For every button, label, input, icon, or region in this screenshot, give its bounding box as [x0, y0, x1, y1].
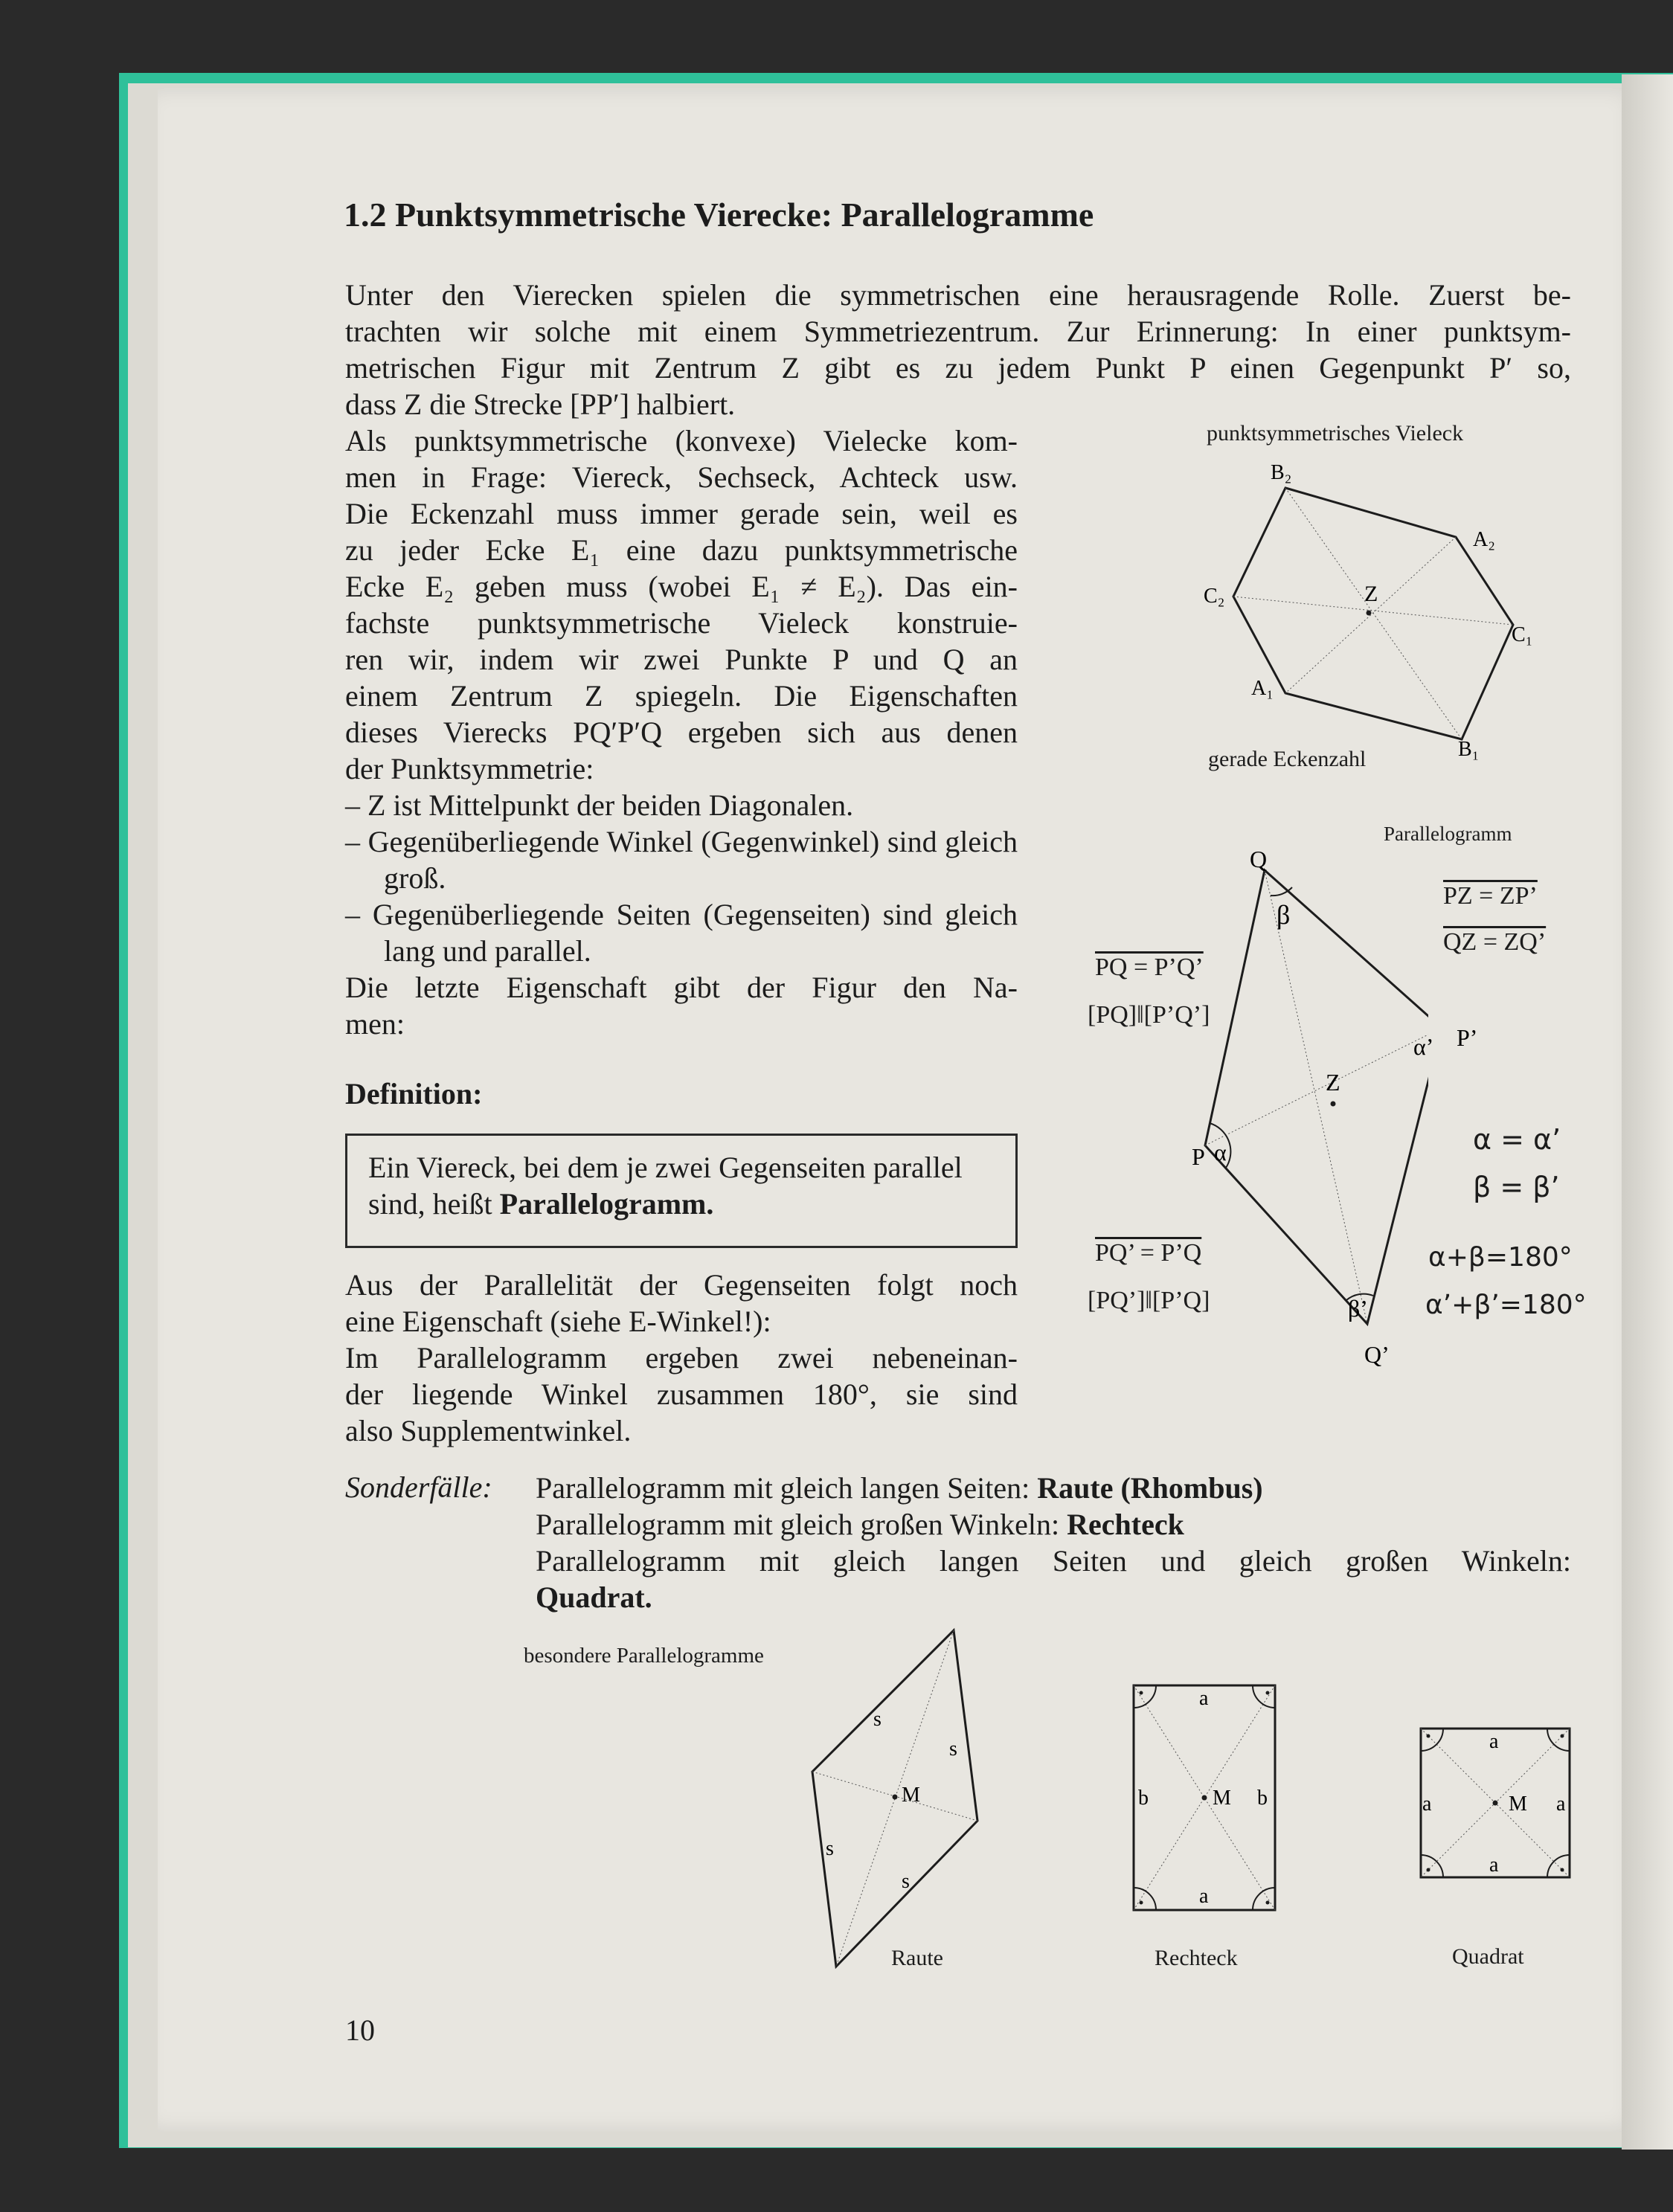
text-line: einem Zentrum Z spiegeln. Die Eigenschaften [345, 679, 1018, 713]
center-label: Z [1326, 1069, 1340, 1096]
vertex-label: B₁ [1458, 738, 1480, 761]
parallelogram-title: Parallelogramm [1384, 823, 1512, 845]
side-label: s [902, 1870, 910, 1893]
parallelogram-right-labels [1413, 1012, 1495, 1071]
definition-box [345, 1134, 1018, 1248]
center-point [1367, 611, 1372, 616]
angle-label: β’ [1348, 1295, 1368, 1322]
text-line: Unter den Vierecken spielen die symmetrischen eine herausragende Rolle. Zuerst be- [345, 278, 1571, 312]
center-point [1202, 1795, 1207, 1801]
side-label: s [949, 1737, 957, 1761]
side-label: a [1556, 1793, 1566, 1816]
special-case-term: Raute (Rhombus) [1037, 1471, 1263, 1505]
text-line: Als punktsymmetrische (konvexe) Vielecke kom- [345, 424, 1018, 457]
equation: [PQ]‖[P’Q’] [1088, 1001, 1210, 1029]
parallelogram-outline [1205, 870, 1428, 1324]
text-line: Ecke E₂ geben muss (wobei E₁ ≠ E₂). Das ein- [345, 570, 1018, 603]
side-label: s [826, 1837, 834, 1860]
special-case-term: Rechteck [1067, 1508, 1184, 1541]
rectangle-figure [1131, 1682, 1279, 1913]
center-label: Z [1364, 582, 1378, 606]
vertex-label: B₂ [1271, 461, 1292, 484]
rechteck-caption: Rechteck [1155, 1946, 1238, 1970]
side-label: a [1199, 1885, 1209, 1908]
text-line: der Punktsymmetrie: [345, 752, 594, 785]
angle-label: β [1277, 900, 1291, 930]
special-case-raute [536, 1470, 1571, 1506]
text-line: der liegende Winkel zusammen 180°, sie sind [345, 1377, 1018, 1411]
left-column-paragraph [345, 422, 1018, 1042]
next-page-edge [1622, 74, 1673, 2150]
text-line: Im Parallelogramm ergeben zwei nebeneinan- [345, 1341, 1018, 1375]
text-line: zu jeder Ecke E₁ eine dazu punktsymmetrische [345, 533, 1018, 567]
supplement-paragraph [345, 1267, 1018, 1449]
text-line: also Supplementwinkel. [345, 1414, 632, 1447]
center-label: M [1509, 1793, 1527, 1816]
parallelogram-figure [1190, 840, 1428, 1376]
equation: [PQ’]‖[P’Q] [1088, 1287, 1210, 1314]
text-line: ren wir, indem wir zwei Punkte P und Q an [345, 643, 1018, 676]
square-figure [1418, 1726, 1574, 1882]
parallelogram-diagonal [1205, 1028, 1428, 1145]
text-line: men: [345, 1007, 405, 1041]
text-line: Aus der Parallelität der Gegenseiten folgt noch [345, 1268, 1018, 1302]
side-label: b [1257, 1787, 1268, 1810]
section-title: 1.2 Punktsymmetrische Vierecke: Parallelogramme [344, 196, 1094, 234]
special-case-rechteck [536, 1506, 1571, 1543]
hexagon-diagonal [1285, 488, 1462, 739]
side-label: a [1489, 1853, 1499, 1877]
text-line: men in Frage: Viereck, Sechseck, Achteck usw. [345, 460, 1018, 494]
center-point [1331, 1102, 1336, 1107]
definition-term: Parallelogramm. [499, 1187, 714, 1221]
center-label: M [1213, 1787, 1231, 1810]
vertex-label: C₁ [1512, 623, 1533, 646]
text-line: Die letzte Eigenschaft gibt der Figur den Na- [345, 971, 1018, 1004]
vertex-label: Q’ [1364, 1341, 1390, 1368]
property-item: – Z ist Mittelpunkt der beiden Diagonalen. [345, 788, 854, 822]
rhombus-figure [803, 1626, 997, 1975]
angle-equation: α+β=180° [1428, 1242, 1573, 1273]
center-label: M [902, 1784, 920, 1807]
equation: PQ = P’Q’ [1095, 954, 1204, 981]
special-case-text: Parallelogramm mit gleich langen Seiten: [536, 1471, 1038, 1505]
vertex-label: P [1192, 1143, 1205, 1170]
side-label: b [1138, 1787, 1149, 1810]
right-angle-arc [1134, 1685, 1156, 1708]
hexagon-figure [1175, 454, 1547, 766]
text-line: Die Eckenzahl muss immer gerade sein, weil es [345, 497, 1018, 530]
text-line: metrischen Figur mit Zentrum Z gibt es zu jedem Punkt P einen Gegenpunkt P′ so, [345, 351, 1571, 385]
parallelogram-diagonal [1265, 870, 1367, 1324]
equation: PZ = ZP’ [1443, 882, 1538, 910]
page-number: 10 [345, 2013, 375, 2047]
vertex-label: Q [1250, 846, 1268, 872]
right-angle-arc [1134, 1888, 1156, 1910]
vertex-label: P’ [1457, 1024, 1478, 1051]
intro-paragraph [345, 277, 1571, 422]
hexagon-figure-title: punktsymmetrisches Vieleck [1207, 421, 1464, 446]
text-line: dieses Vierecks PQ′P′Q ergeben sich aus denen [345, 716, 1018, 749]
property-item: – Gegenüberliegende Seiten (Gegenseiten) sind gleich lang und parallel. [345, 898, 1018, 968]
angle-label: α [1214, 1139, 1227, 1166]
angle-label: α’ [1413, 1033, 1434, 1060]
right-angle-arc [1253, 1888, 1275, 1910]
special-case-quadrat: Parallelogramm mit gleich langen Seiten und gleich großen Winkeln: [536, 1544, 1571, 1578]
vertex-label: A₁ [1251, 677, 1274, 700]
vertex-label: A₂ [1473, 528, 1495, 551]
special-cases-label: Sonderfälle: [345, 1470, 492, 1504]
hexagon-diagonal [1285, 537, 1456, 693]
center-point [893, 1795, 898, 1800]
special-case-term: Quadrat. [536, 1581, 652, 1614]
angle-equation: α = α’ [1473, 1123, 1561, 1156]
text-line: eine Eigenschaft (siehe E-Winkel!): [345, 1305, 771, 1338]
side-label: a [1422, 1793, 1432, 1816]
raute-caption: Raute [891, 1946, 943, 1970]
equation: PQ’ = P’Q [1095, 1239, 1202, 1267]
right-angle-arc [1253, 1685, 1275, 1708]
hexagon-caption: gerade Eckenzahl [1208, 747, 1367, 771]
vertex-label: C₂ [1204, 585, 1225, 608]
text-line: trachten wir solche mit einem Symmetriezentrum. Zur Erinnerung: In einer punktsym- [345, 315, 1571, 348]
side-label: s [873, 1708, 882, 1731]
definition-text: Ein Viereck, bei dem je zwei Gegenseiten parallel sind, heißt [368, 1151, 963, 1221]
angle-equation: β = β’ [1473, 1171, 1560, 1203]
text-line: fachste punktsymmetrische Vieleck konstruie- [345, 606, 1018, 640]
angle-equation: α’+β’=180° [1425, 1290, 1587, 1320]
special-figures-title: besondere Parallelogramme [524, 1644, 764, 1668]
side-label: a [1199, 1687, 1209, 1710]
center-point [1493, 1801, 1498, 1806]
text-line: dass Z die Strecke [PP′] halbiert. [345, 388, 736, 421]
definition-heading: Definition: [345, 1077, 483, 1110]
quadrat-caption: Quadrat [1452, 1944, 1524, 1969]
side-label: a [1489, 1730, 1499, 1753]
special-cases-list [536, 1470, 1571, 1615]
special-case-text: Parallelogramm mit gleich großen Winkeln: [536, 1508, 1067, 1541]
property-item: – Gegenüberliegende Winkel (Gegenwinkel) sind gleich groß. [345, 825, 1018, 895]
equation: QZ = ZQ’ [1443, 928, 1547, 956]
